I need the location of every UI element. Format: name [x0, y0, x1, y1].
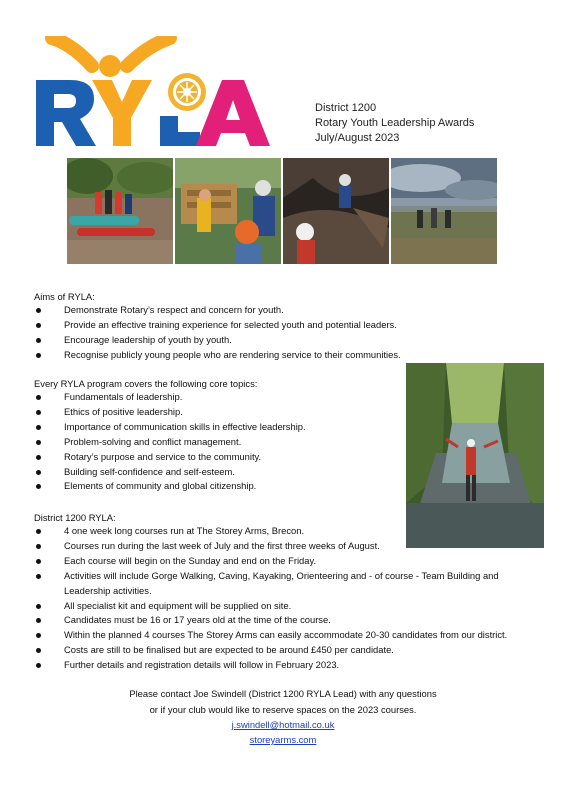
- date-range: July/August 2023: [315, 132, 400, 144]
- gorge-walking-photo: [406, 363, 544, 548]
- list-item: Recognise publicly young people who are rendering service to their communities.: [34, 348, 534, 363]
- district-list: [34, 524, 534, 673]
- list-item: Ethics of positive leadership.: [34, 405, 399, 420]
- award-title: Rotary Youth Leadership Awards: [315, 117, 475, 129]
- list-item: Within the planned 4 courses The Storey Arms can easily accommodate 20-30 candidates from our district.: [34, 628, 534, 643]
- list-item: Problem-solving and conflict management.: [34, 435, 399, 450]
- list-item: Costs are still to be finalised but are expected to be around £450 per candidate.: [34, 643, 534, 658]
- list-item: Further details and registration details will follow in February 2023.: [34, 658, 534, 673]
- list-item: All specialist kit and equipment will be supplied on site.: [34, 599, 534, 614]
- district-title-heading: District 1200 RYLA:: [34, 512, 116, 523]
- list-item: Each course will begin on the Sunday and end on the Friday.: [34, 554, 534, 569]
- website-row: [0, 732, 566, 747]
- caving-photo: [283, 158, 389, 264]
- topics-list: [34, 390, 399, 494]
- list-item: Demonstrate Rotary’s respect and concern for youth.: [34, 303, 534, 318]
- list-item: 4 one week long courses run at The Storey Arms, Brecon.: [34, 524, 534, 539]
- contact-line-1: Please contact Joe Swindell (District 1200 RYLA Lead) with any questions: [129, 688, 437, 699]
- list-item: Building self-confidence and self-esteem.: [34, 465, 399, 480]
- list-item: Elements of community and global citizenship.: [34, 479, 399, 494]
- topics-title: Every RYLA program covers the following core topics:: [34, 378, 258, 389]
- ryla-logo-graphic: [32, 36, 272, 158]
- list-item: Fundamentals of leadership.: [34, 390, 399, 405]
- email-row: [0, 717, 566, 732]
- email-link[interactable]: j.swindell@hotmail.co.uk: [231, 719, 335, 730]
- list-item: Rotary’s purpose and service to the community.: [34, 450, 399, 465]
- aims-title: Aims of RYLA:: [34, 291, 95, 302]
- list-item: Provide an effective training experience for selected youth and potential leaders.: [34, 318, 534, 333]
- district-title: District 1200: [315, 102, 377, 114]
- list-item: Activities will include Gorge Walking, Caving, Kayaking, Orienteering and - of course - Team Building and Leadership activities.: [34, 569, 534, 599]
- list-item: Importance of communication skills in effective leadership.: [34, 420, 399, 435]
- hiking-photo: [391, 158, 497, 264]
- aims-list: [34, 303, 534, 363]
- website-link[interactable]: storeyarms.com: [249, 734, 317, 745]
- list-item: Courses run during the last week of July and the first three weeks of August.: [34, 539, 534, 554]
- list-item: Encourage leadership of youth by youth.: [34, 333, 534, 348]
- list-item: Candidates must be 16 or 17 years old at the time of the course.: [34, 613, 534, 628]
- contact-line-2: or if your club would like to reserve spaces on the 2023 courses.: [149, 704, 417, 715]
- ryla-logo: [32, 36, 272, 158]
- climbing-photo: [175, 158, 281, 264]
- canoeing-photo: [67, 158, 173, 264]
